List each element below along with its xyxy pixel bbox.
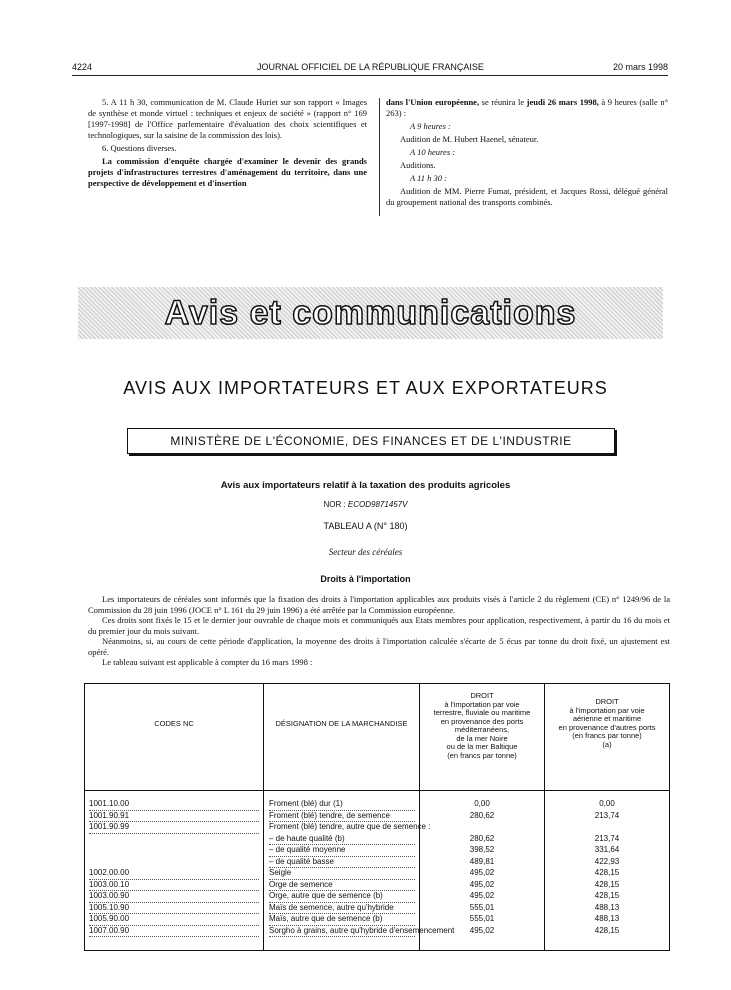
cell-v2: 488,13 <box>594 902 620 912</box>
droits-heading: Droits à l'importation <box>320 574 411 584</box>
cell-v2: 0,00 <box>599 799 615 808</box>
cell-v1: 398,52 <box>469 845 495 854</box>
time-10h: A 10 heures : <box>410 147 456 157</box>
cell-v2: 213,74 <box>594 810 620 820</box>
ministry-title: MINISTÈRE DE L'ÉCONOMIE, DES FINANCES ET DE L'INDUSTRIE <box>170 434 572 448</box>
cell-v2: 428,15 <box>594 879 620 889</box>
cell-desc: Seigle <box>269 867 415 880</box>
nor-reference <box>60 500 671 509</box>
cell-desc: – de haute qualité (b) <box>269 833 415 846</box>
cell-v1: 280,62 <box>469 810 495 820</box>
cell-code: 1003.00.10 <box>89 879 259 892</box>
cell-v2: 488,13 <box>594 914 620 923</box>
right-column <box>386 97 668 210</box>
cell-code: 1007.00.90 <box>89 925 259 938</box>
cell-desc: Sorgho à grains, autre qu'hybride d'ensemencement <box>269 925 415 938</box>
cell-v1: 555,01 <box>469 914 495 923</box>
cell-v1: 0,00 <box>474 799 490 808</box>
agenda-item-6: 6. Questions diverses. <box>102 143 177 153</box>
cell-v1: 495,02 <box>469 879 495 889</box>
time-9h: A 9 heures : <box>410 121 451 131</box>
intro-rest: à 9 heures (salle n° 263) : <box>386 97 668 118</box>
cell-code: 1005.10.90 <box>89 902 259 915</box>
table-row <box>85 833 669 845</box>
ministry-box <box>127 428 615 454</box>
cell-v2: 331,64 <box>594 845 620 854</box>
table-row <box>85 902 669 914</box>
table-row <box>85 890 669 902</box>
journal-title: JOURNAL OFFICIEL DE LA RÉPUBLIQUE FRANÇAISE <box>257 62 484 72</box>
cell-code: 1002.00.00 <box>89 867 259 880</box>
duties-table <box>84 683 670 951</box>
paragraph-2: Ces droits sont fixés le 15 et le dernier jour ouvrable de chaque mois et communiqués aux Etats membres pour application, respectivement, à partir du 16 du mois et du premier jour du mois suivant. <box>88 615 670 636</box>
table-row <box>85 925 669 937</box>
cell-desc: Maïs, autre que de semence (b) <box>269 913 415 926</box>
cell-v1: 555,01 <box>469 902 495 912</box>
cell-v2: 213,74 <box>594 833 620 843</box>
nor-code: ECOD9871457V <box>347 500 408 509</box>
cell-desc: Maïs de semence, autre qu'hybride <box>269 902 415 915</box>
union-text: dans l'Union européenne, <box>386 97 480 107</box>
cell-v1: 495,02 <box>469 868 495 877</box>
paragraph-3: Néanmoins, si, au cours de cette période d'application, la moyenne des droits à l'importation calculée s'écarte de 5 écus par tonne du droit fixé, un ajustement est opéré. <box>88 636 670 657</box>
banner-title: Avis et communications <box>164 294 577 332</box>
page-number: 4224 <box>72 62 93 72</box>
cell-desc: Orge, autre que de semence (b) <box>269 890 415 903</box>
section-title: AVIS AUX IMPORTATEURS ET AUX EXPORTATEURS <box>123 378 608 398</box>
cell-desc: – de qualité moyenne <box>269 844 415 857</box>
col-header-codes: CODES NC <box>154 719 194 728</box>
audition-3: Audition de MM. Pierre Fumat, président, et Jacques Rossi, délégué général du groupement national des transports combinés. <box>386 186 668 207</box>
cell-v2: 428,15 <box>594 868 620 877</box>
tableau-label: TABLEAU A (N° 180) <box>323 521 408 531</box>
commission-paragraph: La commission d'enquête chargée d'examiner le devenir des grands projets d'infrastructures terrestres d'aménagement du territoire, dans une perspective de développement et d'insertion <box>88 156 367 188</box>
cell-v1: 495,02 <box>469 891 495 900</box>
table-row <box>85 844 669 856</box>
cell-desc: Orge de semence <box>269 879 415 892</box>
cell-code: 1003.00.90 <box>89 890 259 903</box>
paragraph-1: Les importateurs de céréales sont informés que la fixation des droits à l'importation applicables aux produits visés à l'article 2 du règlement (CE) n° 1249/96 de la Commission du 28 juin 1996 (JOCE n° L 161 du 29 juin 1996) a été arrêtée par la Commission européenne. <box>88 594 670 615</box>
cell-v2: 428,15 <box>594 925 620 935</box>
col-header-designation: DÉSIGNATION DE LA MARCHANDISE <box>275 719 408 728</box>
table-row <box>85 879 669 891</box>
nor-label: NOR : <box>323 500 348 509</box>
cell-v1: 280,62 <box>469 833 495 843</box>
cell-desc: Froment (blé) tendre, autre que de semence : <box>269 822 431 831</box>
header-rule <box>85 790 669 791</box>
agenda-item-5: 5. A 11 h 30, communication de M. Claude Huriet sur son rapport « Images de synthèse et monde virtuel : techniques et enjeux de société » (rapport n° 169 [1997-1998] de l'Office parlementaire d'évaluation des choix scientifiques et technologiques, sur la saisine de la commission des lois). <box>88 97 367 140</box>
table-row <box>85 821 669 833</box>
cell-code: 1001.10.00 <box>89 798 259 811</box>
table-row <box>85 867 669 879</box>
cell-code: 1005.90.00 <box>89 913 259 926</box>
cell-v2: 422,93 <box>594 856 620 866</box>
cell-code: 1001.90.91 <box>89 810 259 823</box>
intro-text: se réunira le <box>479 97 527 107</box>
table-row <box>85 798 669 810</box>
table-row <box>85 856 669 868</box>
table-row <box>85 913 669 925</box>
audition-1: Audition de M. Hubert Haenel, sénateur. <box>400 134 539 144</box>
cell-desc: Froment (blé) tendre, de semence <box>269 810 415 823</box>
secteur-label: Secteur des céréales <box>328 547 403 557</box>
cell-v1: 489,81 <box>469 856 495 866</box>
header-rule <box>72 75 668 76</box>
notice-title: Avis aux importateurs relatif à la taxation des produits agricoles <box>220 480 511 491</box>
table-row <box>85 810 669 822</box>
cell-desc: Froment (blé) dur (1) <box>269 798 415 811</box>
time-11h30: A 11 h 30 : <box>410 173 447 183</box>
left-column <box>88 97 367 191</box>
column-divider <box>379 98 380 216</box>
audition-2: Auditions. <box>400 160 436 170</box>
meeting-date: jeudi 26 mars 1998, <box>526 97 599 107</box>
paragraph-4: Le tableau suivant est applicable à compter du 16 mars 1998 : <box>102 657 313 667</box>
col-header-other: DROIT à l'importation par voie aérienne et maritime en provenance d'autres ports (en francs par tonne) (a) <box>558 697 656 749</box>
cell-desc: – de qualité basse <box>269 856 415 869</box>
section-banner <box>78 287 663 339</box>
cell-v2: 428,15 <box>594 891 620 900</box>
notice-body <box>88 594 670 668</box>
issue-date: 20 mars 1998 <box>612 62 668 72</box>
cell-code: 1001.90.99 <box>89 821 259 834</box>
table-body <box>85 798 669 936</box>
cell-v1: 495,02 <box>469 925 495 935</box>
col-header-land: DROIT à l'importation par voie terrestre, fluviale ou maritime en provenance des ports méditerranéens, de la mer Noire ou de la mer Baltique (en francs par tonne) <box>433 691 531 760</box>
